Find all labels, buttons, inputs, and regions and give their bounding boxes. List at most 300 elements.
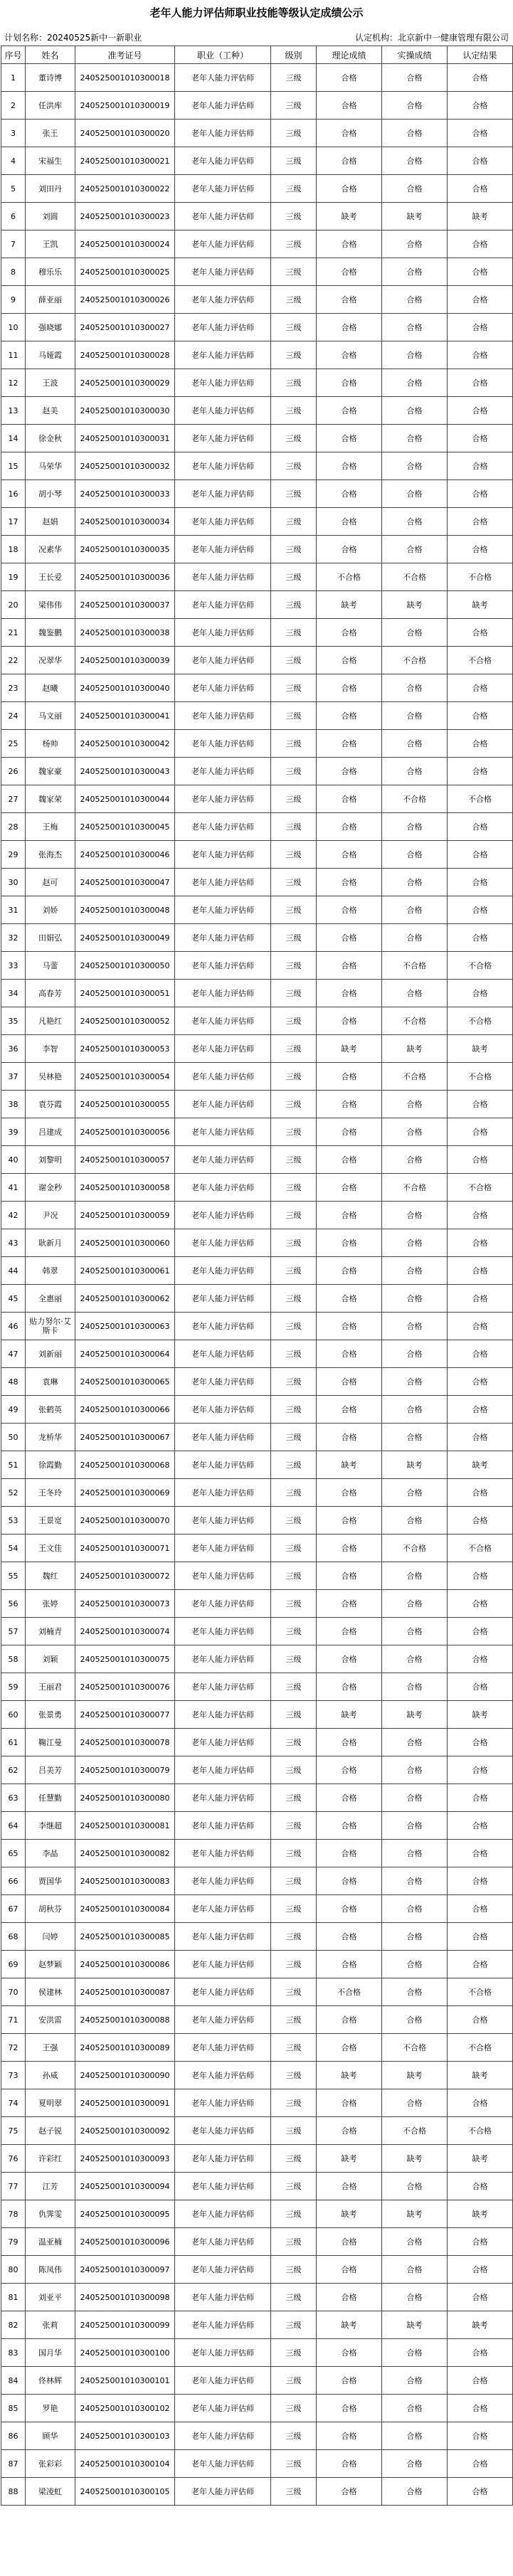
cell-occupation: 老年人能力评估师: [175, 924, 271, 952]
cell-result: 合格: [448, 1146, 513, 1174]
cell-occupation: 老年人能力评估师: [175, 1812, 271, 1840]
cell-name: 王景宽: [26, 1507, 75, 1535]
cell-seq: 52: [1, 1479, 26, 1507]
cell-ticket: 240525001010300096: [75, 2228, 175, 2256]
cell-occupation: 老年人能力评估师: [175, 1368, 271, 1396]
cell-level: 三级: [271, 980, 317, 1007]
cell-theory: 合格: [317, 2117, 382, 2145]
cell-ticket: 240525001010300077: [75, 1701, 175, 1729]
cell-level: 三级: [271, 730, 317, 758]
cell-result: 合格: [448, 1590, 513, 1618]
cell-occupation: 老年人能力评估师: [175, 1535, 271, 1562]
table-row: [1, 2006, 513, 2034]
table-row: [1, 1091, 513, 1118]
cell-result: 不合格: [448, 563, 513, 591]
cell-name: 况素华: [26, 536, 75, 563]
cell-theory: 合格: [317, 758, 382, 785]
cell-name: 尹况: [26, 1202, 75, 1229]
cell-name: 胡秋芬: [26, 1895, 75, 1923]
cell-seq: 63: [1, 1784, 26, 1812]
cell-ticket: 240525001010300040: [75, 674, 175, 702]
cell-occupation: 老年人能力评估师: [175, 258, 271, 286]
cell-occupation: 老年人能力评估师: [175, 1923, 271, 1951]
cell-ticket: 240525001010300082: [75, 1840, 175, 1867]
cell-level: 三级: [271, 1840, 317, 1867]
cell-occupation: 老年人能力评估师: [175, 2367, 271, 2395]
cell-seq: 72: [1, 2034, 26, 2062]
table-row: [1, 1978, 513, 2006]
cell-occupation: 老年人能力评估师: [175, 1229, 271, 1257]
cell-occupation: 老年人能力评估师: [175, 452, 271, 480]
table-row: [1, 341, 513, 369]
cell-ticket: 240525001010300068: [75, 1451, 175, 1479]
cell-practice: 合格: [382, 702, 448, 730]
cell-seq: 82: [1, 2311, 26, 2339]
cell-ticket: 240525001010300029: [75, 369, 175, 397]
cell-level: 三级: [271, 480, 317, 508]
cell-level: 三级: [271, 64, 317, 92]
table-row: [1, 230, 513, 258]
org-info: [355, 31, 509, 43]
cell-occupation: 老年人能力评估师: [175, 1840, 271, 1867]
cell-name: 李继超: [26, 1812, 75, 1840]
cell-occupation: 老年人能力评估师: [175, 230, 271, 258]
cell-name: 谢金秒: [26, 1174, 75, 1202]
cell-theory: 合格: [317, 1729, 382, 1756]
cell-practice: 合格: [382, 2367, 448, 2395]
cell-level: 三级: [271, 2145, 317, 2173]
cell-theory: 缺考: [317, 203, 382, 230]
cell-occupation: 老年人能力评估师: [175, 1978, 271, 2006]
cell-result: 合格: [448, 286, 513, 314]
cell-level: 三级: [271, 1229, 317, 1257]
cell-occupation: 老年人能力评估师: [175, 1424, 271, 1451]
cell-practice: 缺考: [382, 2200, 448, 2228]
table-row: [1, 258, 513, 286]
cell-practice: 合格: [382, 286, 448, 314]
cell-occupation: 老年人能力评估师: [175, 1645, 271, 1673]
cell-seq: 15: [1, 452, 26, 480]
cell-seq: 26: [1, 758, 26, 785]
cell-theory: 合格: [317, 1396, 382, 1424]
cell-ticket: 240525001010300094: [75, 2173, 175, 2200]
cell-name: 王凯: [26, 230, 75, 258]
cell-level: 三级: [271, 2200, 317, 2228]
cell-seq: 85: [1, 2395, 26, 2422]
cell-theory: 合格: [317, 980, 382, 1007]
cell-level: 三级: [271, 2173, 317, 2200]
cell-practice: 合格: [382, 1091, 448, 1118]
cell-seq: 7: [1, 230, 26, 258]
cell-ticket: 240525001010300057: [75, 1146, 175, 1174]
cell-ticket: 240525001010300066: [75, 1396, 175, 1424]
cell-result: 合格: [448, 1285, 513, 1313]
cell-seq: 54: [1, 1535, 26, 1562]
table-row: [1, 147, 513, 175]
cell-theory: 合格: [317, 1507, 382, 1535]
cell-seq: 27: [1, 785, 26, 813]
table-row: [1, 1118, 513, 1146]
cell-theory: 合格: [317, 1424, 382, 1451]
cell-practice: 合格: [382, 924, 448, 952]
cell-occupation: 老年人能力评估师: [175, 647, 271, 674]
header-theory: 理论成绩: [317, 46, 382, 64]
cell-practice: 合格: [382, 2339, 448, 2367]
cell-name: 赵子锐: [26, 2117, 75, 2145]
cell-practice: 合格: [382, 2006, 448, 2034]
cell-theory: 合格: [317, 1840, 382, 1867]
cell-seq: 49: [1, 1396, 26, 1424]
cell-theory: 缺考: [317, 1451, 382, 1479]
results-table: [1, 46, 513, 2506]
cell-level: 三级: [271, 1618, 317, 1645]
table-row: [1, 841, 513, 869]
cell-result: 合格: [448, 1840, 513, 1867]
cell-level: 三级: [271, 869, 317, 896]
cell-name: 王文佳: [26, 1535, 75, 1562]
table-row: [1, 369, 513, 397]
cell-level: 三级: [271, 92, 317, 120]
cell-seq: 37: [1, 1063, 26, 1091]
cell-name: 田娟弘: [26, 924, 75, 952]
table-row: [1, 702, 513, 730]
cell-result: 不合格: [448, 1535, 513, 1562]
cell-seq: 56: [1, 1590, 26, 1618]
cell-ticket: 240525001010300058: [75, 1174, 175, 1202]
cell-theory: 合格: [317, 1340, 382, 1368]
cell-name: 吴林艳: [26, 1063, 75, 1091]
cell-level: 三级: [271, 1756, 317, 1784]
cell-seq: 19: [1, 563, 26, 591]
cell-ticket: 240525001010300043: [75, 758, 175, 785]
cell-theory: 合格: [317, 924, 382, 952]
cell-seq: 14: [1, 425, 26, 452]
table-row: [1, 1368, 513, 1396]
cell-seq: 40: [1, 1146, 26, 1174]
cell-name: 耿新月: [26, 1229, 75, 1257]
cell-seq: 16: [1, 480, 26, 508]
cell-seq: 79: [1, 2228, 26, 2256]
table-row: [1, 1951, 513, 1978]
cell-seq: 17: [1, 508, 26, 536]
table-row: [1, 286, 513, 314]
cell-seq: 29: [1, 841, 26, 869]
cell-ticket: 240525001010300059: [75, 1202, 175, 1229]
cell-occupation: 老年人能力评估师: [175, 2256, 271, 2284]
cell-theory: 合格: [317, 1812, 382, 1840]
cell-name: 刘圆: [26, 203, 75, 230]
cell-practice: 不合格: [382, 1063, 448, 1091]
table-row: [1, 2173, 513, 2200]
header-occupation: 职业（工种）: [175, 46, 271, 64]
cell-result: 合格: [448, 258, 513, 286]
cell-theory: 合格: [317, 952, 382, 980]
cell-practice: 缺考: [382, 1035, 448, 1063]
table-row: [1, 314, 513, 341]
cell-seq: 30: [1, 869, 26, 896]
cell-result: 合格: [448, 2173, 513, 2200]
cell-level: 三级: [271, 1063, 317, 1091]
cell-level: 三级: [271, 1451, 317, 1479]
cell-seq: 66: [1, 1867, 26, 1895]
cell-name: 顾华: [26, 2422, 75, 2450]
cell-result: 合格: [448, 2284, 513, 2311]
cell-practice: 合格: [382, 2395, 448, 2422]
cell-occupation: 老年人能力评估师: [175, 2228, 271, 2256]
cell-ticket: 240525001010300044: [75, 785, 175, 813]
cell-result: 合格: [448, 2339, 513, 2367]
cell-result: 缺考: [448, 203, 513, 230]
cell-name: 徐霞勤: [26, 1451, 75, 1479]
cell-theory: 合格: [317, 1673, 382, 1701]
cell-occupation: 老年人能力评估师: [175, 1951, 271, 1978]
cell-seq: 50: [1, 1424, 26, 1451]
cell-theory: 合格: [317, 1479, 382, 1507]
cell-occupation: 老年人能力评估师: [175, 1063, 271, 1091]
cell-ticket: 240525001010300086: [75, 1951, 175, 1978]
cell-theory: 合格: [317, 314, 382, 341]
cell-theory: 缺考: [317, 1035, 382, 1063]
cell-practice: 合格: [382, 1729, 448, 1756]
cell-seq: 74: [1, 2089, 26, 2117]
cell-practice: 合格: [382, 314, 448, 341]
table-row: [1, 2422, 513, 2450]
cell-result: 合格: [448, 175, 513, 203]
cell-level: 三级: [271, 2062, 317, 2089]
table-row: [1, 1396, 513, 1424]
cell-ticket: 240525001010300048: [75, 896, 175, 924]
cell-seq: 76: [1, 2145, 26, 2173]
cell-seq: 68: [1, 1923, 26, 1951]
cell-result: 合格: [448, 369, 513, 397]
cell-ticket: 240525001010300039: [75, 647, 175, 674]
cell-practice: 合格: [382, 1507, 448, 1535]
cell-theory: 合格: [317, 1618, 382, 1645]
cell-theory: 合格: [317, 2367, 382, 2395]
cell-ticket: 240525001010300088: [75, 2006, 175, 2034]
cell-ticket: 240525001010300104: [75, 2450, 175, 2478]
cell-name: 王长爱: [26, 563, 75, 591]
cell-level: 三级: [271, 1645, 317, 1673]
cell-level: 三级: [271, 591, 317, 619]
cell-practice: 合格: [382, 258, 448, 286]
cell-name: 刘黎明: [26, 1146, 75, 1174]
cell-result: 不合格: [448, 785, 513, 813]
cell-theory: 合格: [317, 2256, 382, 2284]
table-row: [1, 1202, 513, 1229]
cell-result: 合格: [448, 1923, 513, 1951]
cell-name: 张彩彩: [26, 2450, 75, 2478]
cell-occupation: 老年人能力评估师: [175, 341, 271, 369]
table-row: [1, 2034, 513, 2062]
cell-seq: 78: [1, 2200, 26, 2228]
cell-level: 三级: [271, 2284, 317, 2311]
cell-practice: 合格: [382, 730, 448, 758]
cell-practice: 合格: [382, 1146, 448, 1174]
cell-seq: 67: [1, 1895, 26, 1923]
cell-name: 仇霁雯: [26, 2200, 75, 2228]
cell-practice: 不合格: [382, 563, 448, 591]
cell-occupation: 老年人能力评估师: [175, 2284, 271, 2311]
cell-seq: 70: [1, 1978, 26, 2006]
cell-practice: 合格: [382, 869, 448, 896]
cell-result: 缺考: [448, 2200, 513, 2228]
cell-occupation: 老年人能力评估师: [175, 1118, 271, 1146]
table-row: [1, 1867, 513, 1895]
cell-theory: 合格: [317, 647, 382, 674]
cell-result: 合格: [448, 1091, 513, 1118]
cell-occupation: 老年人能力评估师: [175, 64, 271, 92]
cell-practice: 合格: [382, 2478, 448, 2506]
cell-seq: 22: [1, 647, 26, 674]
cell-result: 合格: [448, 230, 513, 258]
cell-practice: 缺考: [382, 591, 448, 619]
cell-result: 合格: [448, 341, 513, 369]
cell-practice: 不合格: [382, 785, 448, 813]
cell-theory: 不合格: [317, 1978, 382, 2006]
cell-result: 合格: [448, 2450, 513, 2478]
cell-ticket: 240525001010300078: [75, 1729, 175, 1756]
table-row: [1, 1618, 513, 1645]
cell-name: 任洪库: [26, 92, 75, 120]
cell-result: 合格: [448, 841, 513, 869]
cell-theory: 合格: [317, 1007, 382, 1035]
cell-seq: 5: [1, 175, 26, 203]
cell-ticket: 240525001010300042: [75, 730, 175, 758]
cell-practice: 合格: [382, 1978, 448, 2006]
cell-occupation: 老年人能力评估师: [175, 980, 271, 1007]
cell-ticket: 240525001010300083: [75, 1867, 175, 1895]
cell-occupation: 老年人能力评估师: [175, 2089, 271, 2117]
cell-ticket: 240525001010300079: [75, 1756, 175, 1784]
cell-name: 王冬玲: [26, 1479, 75, 1507]
cell-theory: 缺考: [317, 2200, 382, 2228]
cell-occupation: 老年人能力评估师: [175, 2034, 271, 2062]
cell-occupation: 老年人能力评估师: [175, 1756, 271, 1784]
cell-ticket: 240525001010300055: [75, 1091, 175, 1118]
cell-practice: 合格: [382, 841, 448, 869]
cell-practice: 合格: [382, 1895, 448, 1923]
cell-name: 王强: [26, 2034, 75, 2062]
cell-seq: 53: [1, 1507, 26, 1535]
cell-level: 三级: [271, 397, 317, 425]
cell-result: 合格: [448, 480, 513, 508]
cell-level: 三级: [271, 1812, 317, 1840]
cell-name: 魏家荣: [26, 785, 75, 813]
cell-ticket: 240525001010300063: [75, 1313, 175, 1340]
cell-occupation: 老年人能力评估师: [175, 147, 271, 175]
cell-ticket: 240525001010300084: [75, 1895, 175, 1923]
cell-level: 三级: [271, 2339, 317, 2367]
cell-ticket: 240525001010300080: [75, 1784, 175, 1812]
cell-seq: 6: [1, 203, 26, 230]
cell-ticket: 240525001010300018: [75, 64, 175, 92]
cell-level: 三级: [271, 1257, 317, 1285]
cell-theory: 合格: [317, 896, 382, 924]
cell-ticket: 240525001010300091: [75, 2089, 175, 2117]
cell-ticket: 240525001010300034: [75, 508, 175, 536]
cell-ticket: 240525001010300074: [75, 1618, 175, 1645]
cell-level: 三级: [271, 1673, 317, 1701]
cell-theory: 合格: [317, 2478, 382, 2506]
cell-result: 合格: [448, 1396, 513, 1424]
cell-name: 胡小琴: [26, 480, 75, 508]
cell-name: 刘娇: [26, 896, 75, 924]
cell-occupation: 老年人能力评估师: [175, 591, 271, 619]
cell-result: 合格: [448, 2367, 513, 2395]
cell-occupation: 老年人能力评估师: [175, 1451, 271, 1479]
cell-practice: 合格: [382, 1784, 448, 1812]
cell-occupation: 老年人能力评估师: [175, 563, 271, 591]
cell-ticket: 240525001010300075: [75, 1645, 175, 1673]
cell-occupation: 老年人能力评估师: [175, 1673, 271, 1701]
cell-name: 韩翠: [26, 1257, 75, 1285]
plan-label: 计划名称：: [4, 33, 48, 43]
cell-name: 马蕾: [26, 952, 75, 980]
cell-theory: 合格: [317, 1951, 382, 1978]
cell-practice: 合格: [382, 2256, 448, 2284]
cell-level: 三级: [271, 508, 317, 536]
cell-ticket: 240525001010300020: [75, 120, 175, 147]
cell-level: 三级: [271, 1784, 317, 1812]
cell-practice: 缺考: [382, 1451, 448, 1479]
cell-practice: 合格: [382, 1257, 448, 1285]
cell-name: 夏明翠: [26, 2089, 75, 2117]
cell-name: 魏家豪: [26, 758, 75, 785]
cell-seq: 23: [1, 674, 26, 702]
cell-occupation: 老年人能力评估师: [175, 1507, 271, 1535]
cell-level: 三级: [271, 1285, 317, 1313]
cell-theory: 合格: [317, 64, 382, 92]
cell-occupation: 老年人能力评估师: [175, 536, 271, 563]
cell-occupation: 老年人能力评估师: [175, 869, 271, 896]
cell-theory: 合格: [317, 147, 382, 175]
cell-result: 合格: [448, 1673, 513, 1701]
cell-theory: 合格: [317, 286, 382, 314]
cell-practice: 合格: [382, 1923, 448, 1951]
table-row: [1, 425, 513, 452]
cell-occupation: 老年人能力评估师: [175, 674, 271, 702]
cell-occupation: 老年人能力评估师: [175, 1007, 271, 1035]
cell-occupation: 老年人能力评估师: [175, 702, 271, 730]
cell-level: 三级: [271, 2311, 317, 2339]
cell-seq: 43: [1, 1229, 26, 1257]
cell-level: 三级: [271, 230, 317, 258]
cell-seq: 2: [1, 92, 26, 120]
cell-theory: 合格: [317, 619, 382, 647]
cell-result: 缺考: [448, 591, 513, 619]
cell-ticket: 240525001010300027: [75, 314, 175, 341]
cell-result: 合格: [448, 869, 513, 896]
cell-level: 三级: [271, 563, 317, 591]
cell-level: 三级: [271, 1590, 317, 1618]
cell-level: 三级: [271, 314, 317, 341]
cell-seq: 3: [1, 120, 26, 147]
cell-seq: 60: [1, 1701, 26, 1729]
cell-ticket: 240525001010300049: [75, 924, 175, 952]
cell-level: 三级: [271, 785, 317, 813]
cell-name: 强晓娜: [26, 314, 75, 341]
cell-theory: 缺考: [317, 2311, 382, 2339]
cell-practice: 合格: [382, 230, 448, 258]
cell-name: 贴力努尔·艾斯卡: [26, 1313, 75, 1340]
cell-result: 合格: [448, 1340, 513, 1368]
cell-ticket: 240525001010300087: [75, 1978, 175, 2006]
cell-name: 许彩红: [26, 2145, 75, 2173]
cell-theory: 合格: [317, 1257, 382, 1285]
cell-practice: 合格: [382, 1285, 448, 1313]
cell-name: 张景勇: [26, 1701, 75, 1729]
